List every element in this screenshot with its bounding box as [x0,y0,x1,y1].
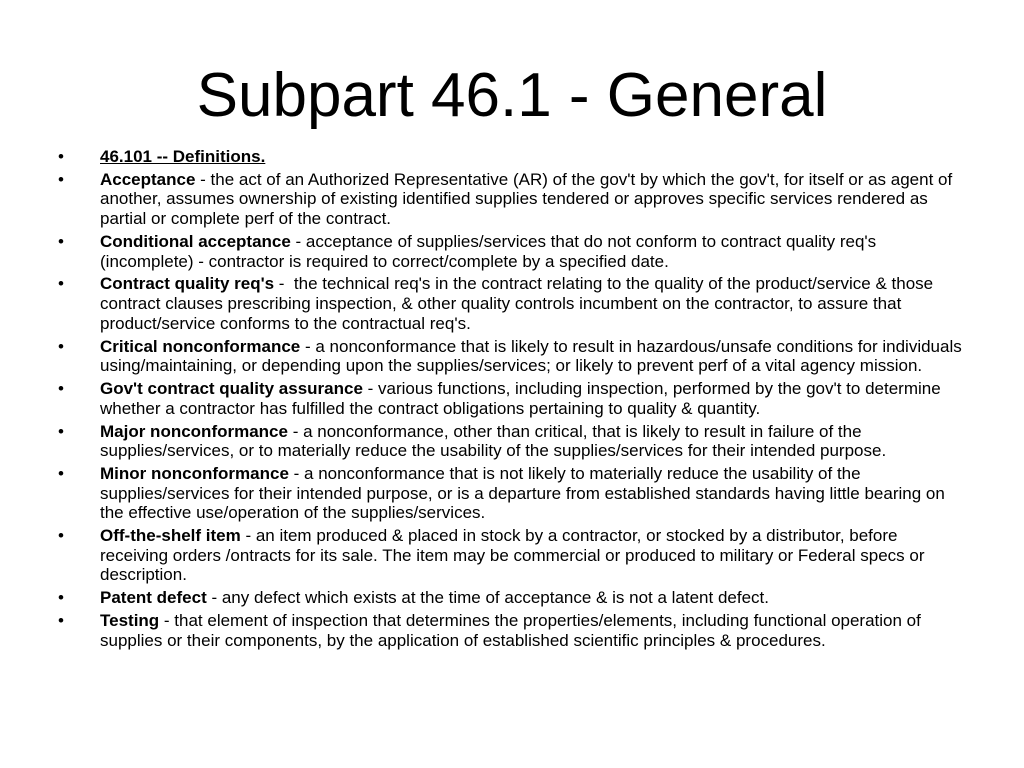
definition-term: Patent defect [100,588,207,608]
definition-text: - any defect which exists at the time of acceptance & is not a latent defect. [206,588,769,608]
definition-text: - a nonconformance that is not likely to materially reduce the usability of the supplies/services for their intended purpose, or is a departure from established standards having little bearing on the effective use/operation of the supplies/services. [100,463,945,523]
definition-term: Acceptance [100,169,196,189]
list-item-contract-quality-reqs [56,274,968,333]
definition-term: Gov't contract quality assurance [100,379,363,399]
definition-text: - a nonconformance that is likely to result in hazardous/unsafe conditions for individuals using/maintaining, or depending upon the supplies/services; or likely to prevent perf of a vital agency mission. [100,336,962,376]
definition-text: - the technical req's in the contract relating to the quality of the product/service & those contract clauses prescribing inspection, & other quality controls incumbent on the contractor, to assure that product/service conforms to the contractual req's. [100,274,938,333]
definition-text: - acceptance of supplies/services that do not conform to contract quality req's (incomplete) - contractor is required to correct/complete by a specified date. [100,231,877,271]
definition-term: Conditional acceptance [100,231,291,251]
definition-term: Off-the-shelf item [100,526,241,546]
slide-title: Subpart 46.1 - General [196,61,828,130]
definition-text: - a nonconformance, other than critical, that is likely to result in failure of the supplies/services, or to materially reduce the usability of the supplies/services for their intended purpose. [100,421,887,461]
list-item-patent-defect [56,588,968,608]
list-item-minor-nonconformance [56,464,968,523]
list-item-critical-nonconformance [56,337,968,376]
bullet-icon: • [58,147,64,166]
bullet-icon: • [58,169,64,189]
bullet-icon: • [58,588,64,608]
bullet-icon: • [58,526,64,546]
definition-term: Critical nonconformance [100,336,301,356]
list-item-acceptance [56,170,968,229]
definition-term: Major nonconformance [100,421,288,441]
definition-text: - various functions, including inspection, performed by the gov't to determine whether a contractor has fulfilled the contract obligations pertaining to quality & quantity. [100,379,941,418]
definitions-list [56,147,968,654]
list-item-govt-contract-quality-assurance [56,379,968,418]
definition-text: - the act of an Authorized Representative (AR) of the gov't by which the gov't, for itself or as agent of another, assumes ownership of existing identified supplies tendered or approves specific services rendered as partial or complete perf of the contract. [100,169,953,229]
list-item-off-the-shelf-item [56,526,968,585]
list-item-definitions-heading [56,147,968,167]
definition-term: Testing [100,611,160,631]
bullet-icon: • [58,274,64,294]
definition-text: - that element of inspection that determines the properties/elements, including functional operation of supplies or their components, by the application of established scientific principles & procedures. [100,611,921,650]
definition-term: Minor nonconformance [100,463,289,483]
bullet-icon: • [58,421,64,441]
list-item-testing [56,611,968,650]
section-heading: 46.101 -- Definitions. [100,147,266,166]
bullet-icon: • [58,379,64,399]
bullet-icon: • [58,231,64,251]
list-item-conditional-acceptance [56,232,968,271]
list-item-major-nonconformance [56,422,968,461]
definition-text: - an item produced & placed in stock by a contractor, or stocked by a distributor, before receiving orders /ontracts for its sale. The item may be commercial or produced to military or Federal specs or description. [100,526,925,585]
bullet-icon: • [58,611,64,631]
definition-term: Contract quality req's [100,274,275,294]
bullet-icon: • [58,463,64,483]
bullet-icon: • [58,336,64,356]
